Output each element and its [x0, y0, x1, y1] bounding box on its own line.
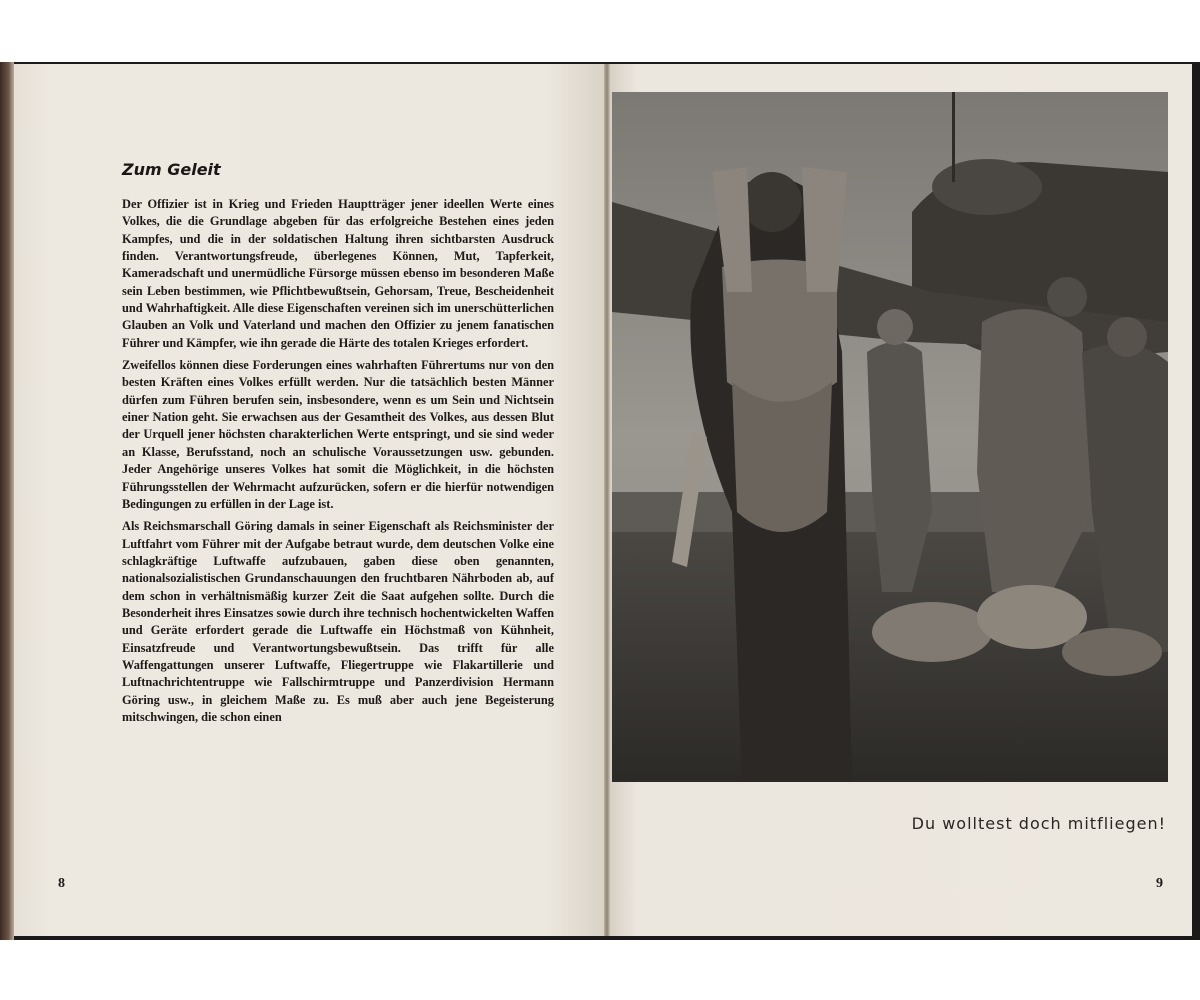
paragraph-1: Der Offizier ist in Krieg und Frieden Hauptträger jener ideellen Werte eines Volkes, die die Grundlage abgeben für das erfolgreiche Bestehen eines jeden Kampfes, und die in der soldatischen Haltung ihren sichtbarsten Ausdruck finden. Verantwortungsfreude, überlegenes Können, Mut, Tapferkeit, Kameradschaft und unermüdliche Fürsorge müssen ebenso im besonderen Maße sein Leben bestimmen, wie Pflichtbewußtsein, Gehorsam, Treue, Bescheidenheit und Wahrhaftigkeit. Alle diese Eigenschaften vereinen sich im unerschütterlichen Glauben an Volk und Vaterland und machen den Offizier zu jenem fanatischen Führer und Kämpfer, wie ihn gerade die Härte des totalen Krieges erfordert. — [122, 197, 554, 350]
body-text — [122, 196, 554, 731]
photograph — [612, 92, 1168, 782]
book-gutter — [604, 64, 610, 936]
page-number-left: 8 — [58, 876, 65, 891]
photo-caption: Du wolltest doch mitfliegen! — [911, 814, 1166, 833]
page-number-right: 9 — [1156, 876, 1163, 891]
paragraph-3: Als Reichsmarschall Göring damals in seiner Eigenschaft als Reichsminister der Luftfahrt vom Führer mit der Aufgabe betraut wurde, dem deutschen Volke eine schlagkräftige Luftwaffe aufzubauen, gaben diese oben genannten, nationalsozialistischen Grundanschauungen den fruchtbaren Nährboden ab, auf dem schon in verhältnismäßig kurzer Zeit die Saat aufgehen sollte. Durch die Besonderheit ihres Einsatzes sowie durch ihre technisch hochentwickelten Waffen und Geräte erfordert gerade die Luftwaffe ein Höchstmaß von Kühnheit, Einsatzfreude und Verantwortungsbewußtsein. Das trifft für alle Waffengattungen unserer Luftwaffe, Fliegertruppe wie Flakartillerie und Luftnachrichtentruppe wie Fallschirmtruppe und Panzerdivision Hermann Göring usw., in gleichem Maße zu. Es muß aber auch jene Begeisterung mitschwingen, die schon einen — [122, 519, 554, 724]
paragraph-2: Zweifellos können diese Forderungen eines wahrhaften Führertums nur von den besten Kräften eines Volkes erfüllt werden. Nur die tatsächlich besten Männer dürfen zum Führen berufen sein, insbesondere, wenn es um Sein und Nichtsein einer Nation geht. Sie erwachsen aus der Gesamtheit des Volkes, aus dessen Blut der Urquell jener höchsten charakterlichen Werte entspringt, und sie sind weder an Klasse, Berufsstand, noch an schulische Voraussetzungen usw. gebunden. Jeder Angehörige unseres Volkes hat somit die Möglichkeit, in die höchsten Führungsstellen der Wehrmacht aufzurücken, sofern er die hierfür notwendigen Bedingungen zu erfüllen in der Lage ist. — [122, 358, 554, 511]
book-cover-edge — [0, 62, 14, 940]
section-heading: Zum Geleit — [122, 160, 221, 179]
photograph-icon — [612, 92, 1168, 782]
